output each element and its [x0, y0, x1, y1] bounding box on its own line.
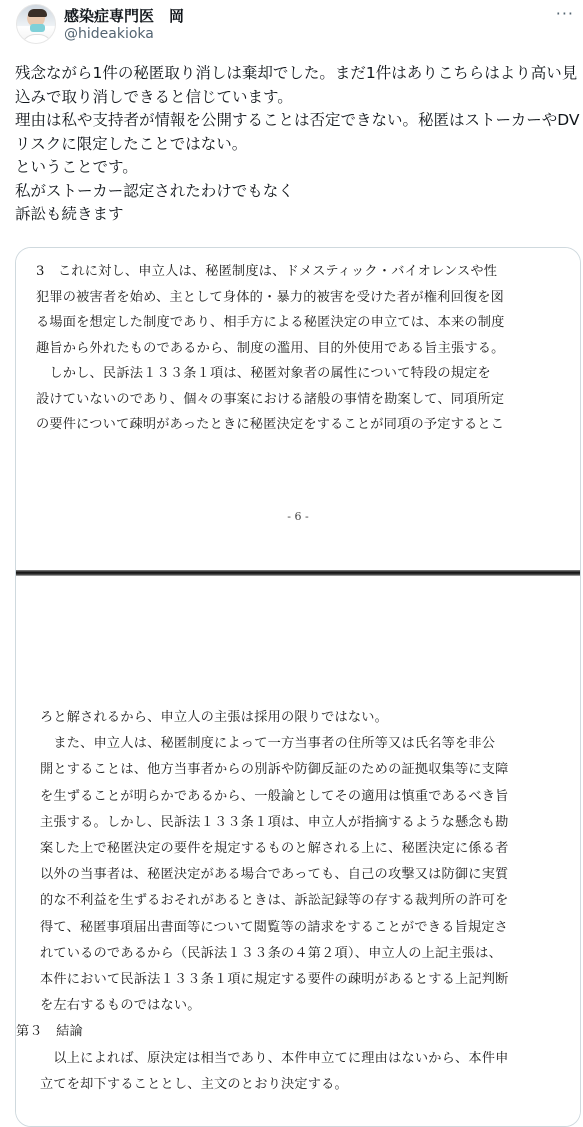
tweet-header	[14, 4, 574, 48]
document-line: 得て、秘匿事項届出書面等について閲覧等の請求をすることができる旨規定さ	[40, 919, 509, 935]
document-line: 本件において民訴法１３３条１項に規定する要件の疎明があるとする上記判断	[40, 972, 509, 987]
page-divider	[16, 570, 580, 576]
document-line: を生ずることが明らかであるから、一般論としてその適用は慎重であるべき旨	[40, 788, 509, 804]
user-handle[interactable]: @hideakioka	[64, 26, 154, 42]
tweet-text: 残念ながら1件の秘匿取り消しは棄却でした。まだ1件はありこちらはより高い見込みで取り消しできると信じています。 理由は私や支持者が情報を公開することは否定できない。秘匿はストーカーやDVリスクに限定したことではない。 ということです。 私がストーカー認定されたわけでもなく 訴訟も続きます	[15, 64, 580, 223]
document-line: また、申立人は、秘匿制度によって一方当事者の住所等又は氏名等を非公	[40, 736, 496, 752]
document-line: の要件について疎明があったときに秘匿決定をすることが同項の予定するとこ	[36, 417, 505, 432]
document-line: 立てを却下することとし、主文のとおり決定する。	[40, 1076, 348, 1092]
avatar-mask-shape	[30, 24, 45, 32]
document-page-top	[16, 248, 580, 573]
document-line: を左右するものではない。	[40, 998, 201, 1014]
display-name[interactable]: 感染症専門医 岡	[64, 7, 185, 25]
document-page-bottom	[16, 578, 580, 1127]
document-line: れているのであるから（民訴法１３３条の４第２項）、申立人の上記主張は、	[40, 945, 502, 961]
document-line: 第３ 結論	[16, 1024, 83, 1040]
document-line: しかし、民訴法１３３条１項は、秘匿対象者の属性について特段の規定を	[36, 366, 491, 381]
document-line: ろと解されるから、申立人の主張は採用の限りではない。	[40, 710, 389, 725]
document-line: 犯罪の被害者を始め、主として身体的・暴力的被害を受けた者が権利回復を図	[36, 289, 505, 305]
document-line: 設けていないのであり、個々の事案における諸般の事情を勘案して、同項所定	[36, 391, 505, 407]
document-line: る場面を想定した制度であり、相手方による秘匿決定の申立ては、本来の制度	[36, 315, 505, 330]
document-line: 的な不利益を生ずるおそれがあるときは、訴訟記録等の存する裁判所の許可を	[40, 893, 509, 909]
document-line: 案した上で秘匿決定の要件を規定するものと解される上に、秘匿決定に係る者	[40, 841, 509, 856]
document-line: 趣旨から外れたものであるから、制度の濫用、目的外使用である旨主張する。	[36, 340, 505, 356]
more-options-icon[interactable]: ···	[555, 4, 574, 23]
avatar[interactable]	[16, 4, 56, 44]
document-line: 3 これに対し、申立人は、秘匿制度は、ドメスティック・バイオレンスや性	[36, 264, 498, 279]
document-line: 以外の当事者は、秘匿決定がある場合であっても、自己の攻撃又は防御に実質	[40, 867, 509, 883]
page-number: - 6 -	[287, 510, 309, 523]
attached-image[interactable]	[15, 247, 581, 1127]
document-line: 主張する。しかし、民訴法１３３条１項は、申立人が指摘するような懸念も勘	[40, 814, 509, 830]
avatar-hair-shape	[28, 9, 47, 17]
document-line: 開とすることは、他方当事者からの別訴や防御反証のための証拠収集等に支障	[40, 762, 509, 778]
document-line: 以上によれば、原決定は相当であり、本件申立てに理由はないから、本件申	[40, 1050, 509, 1066]
avatar-coat-shape	[21, 34, 53, 44]
